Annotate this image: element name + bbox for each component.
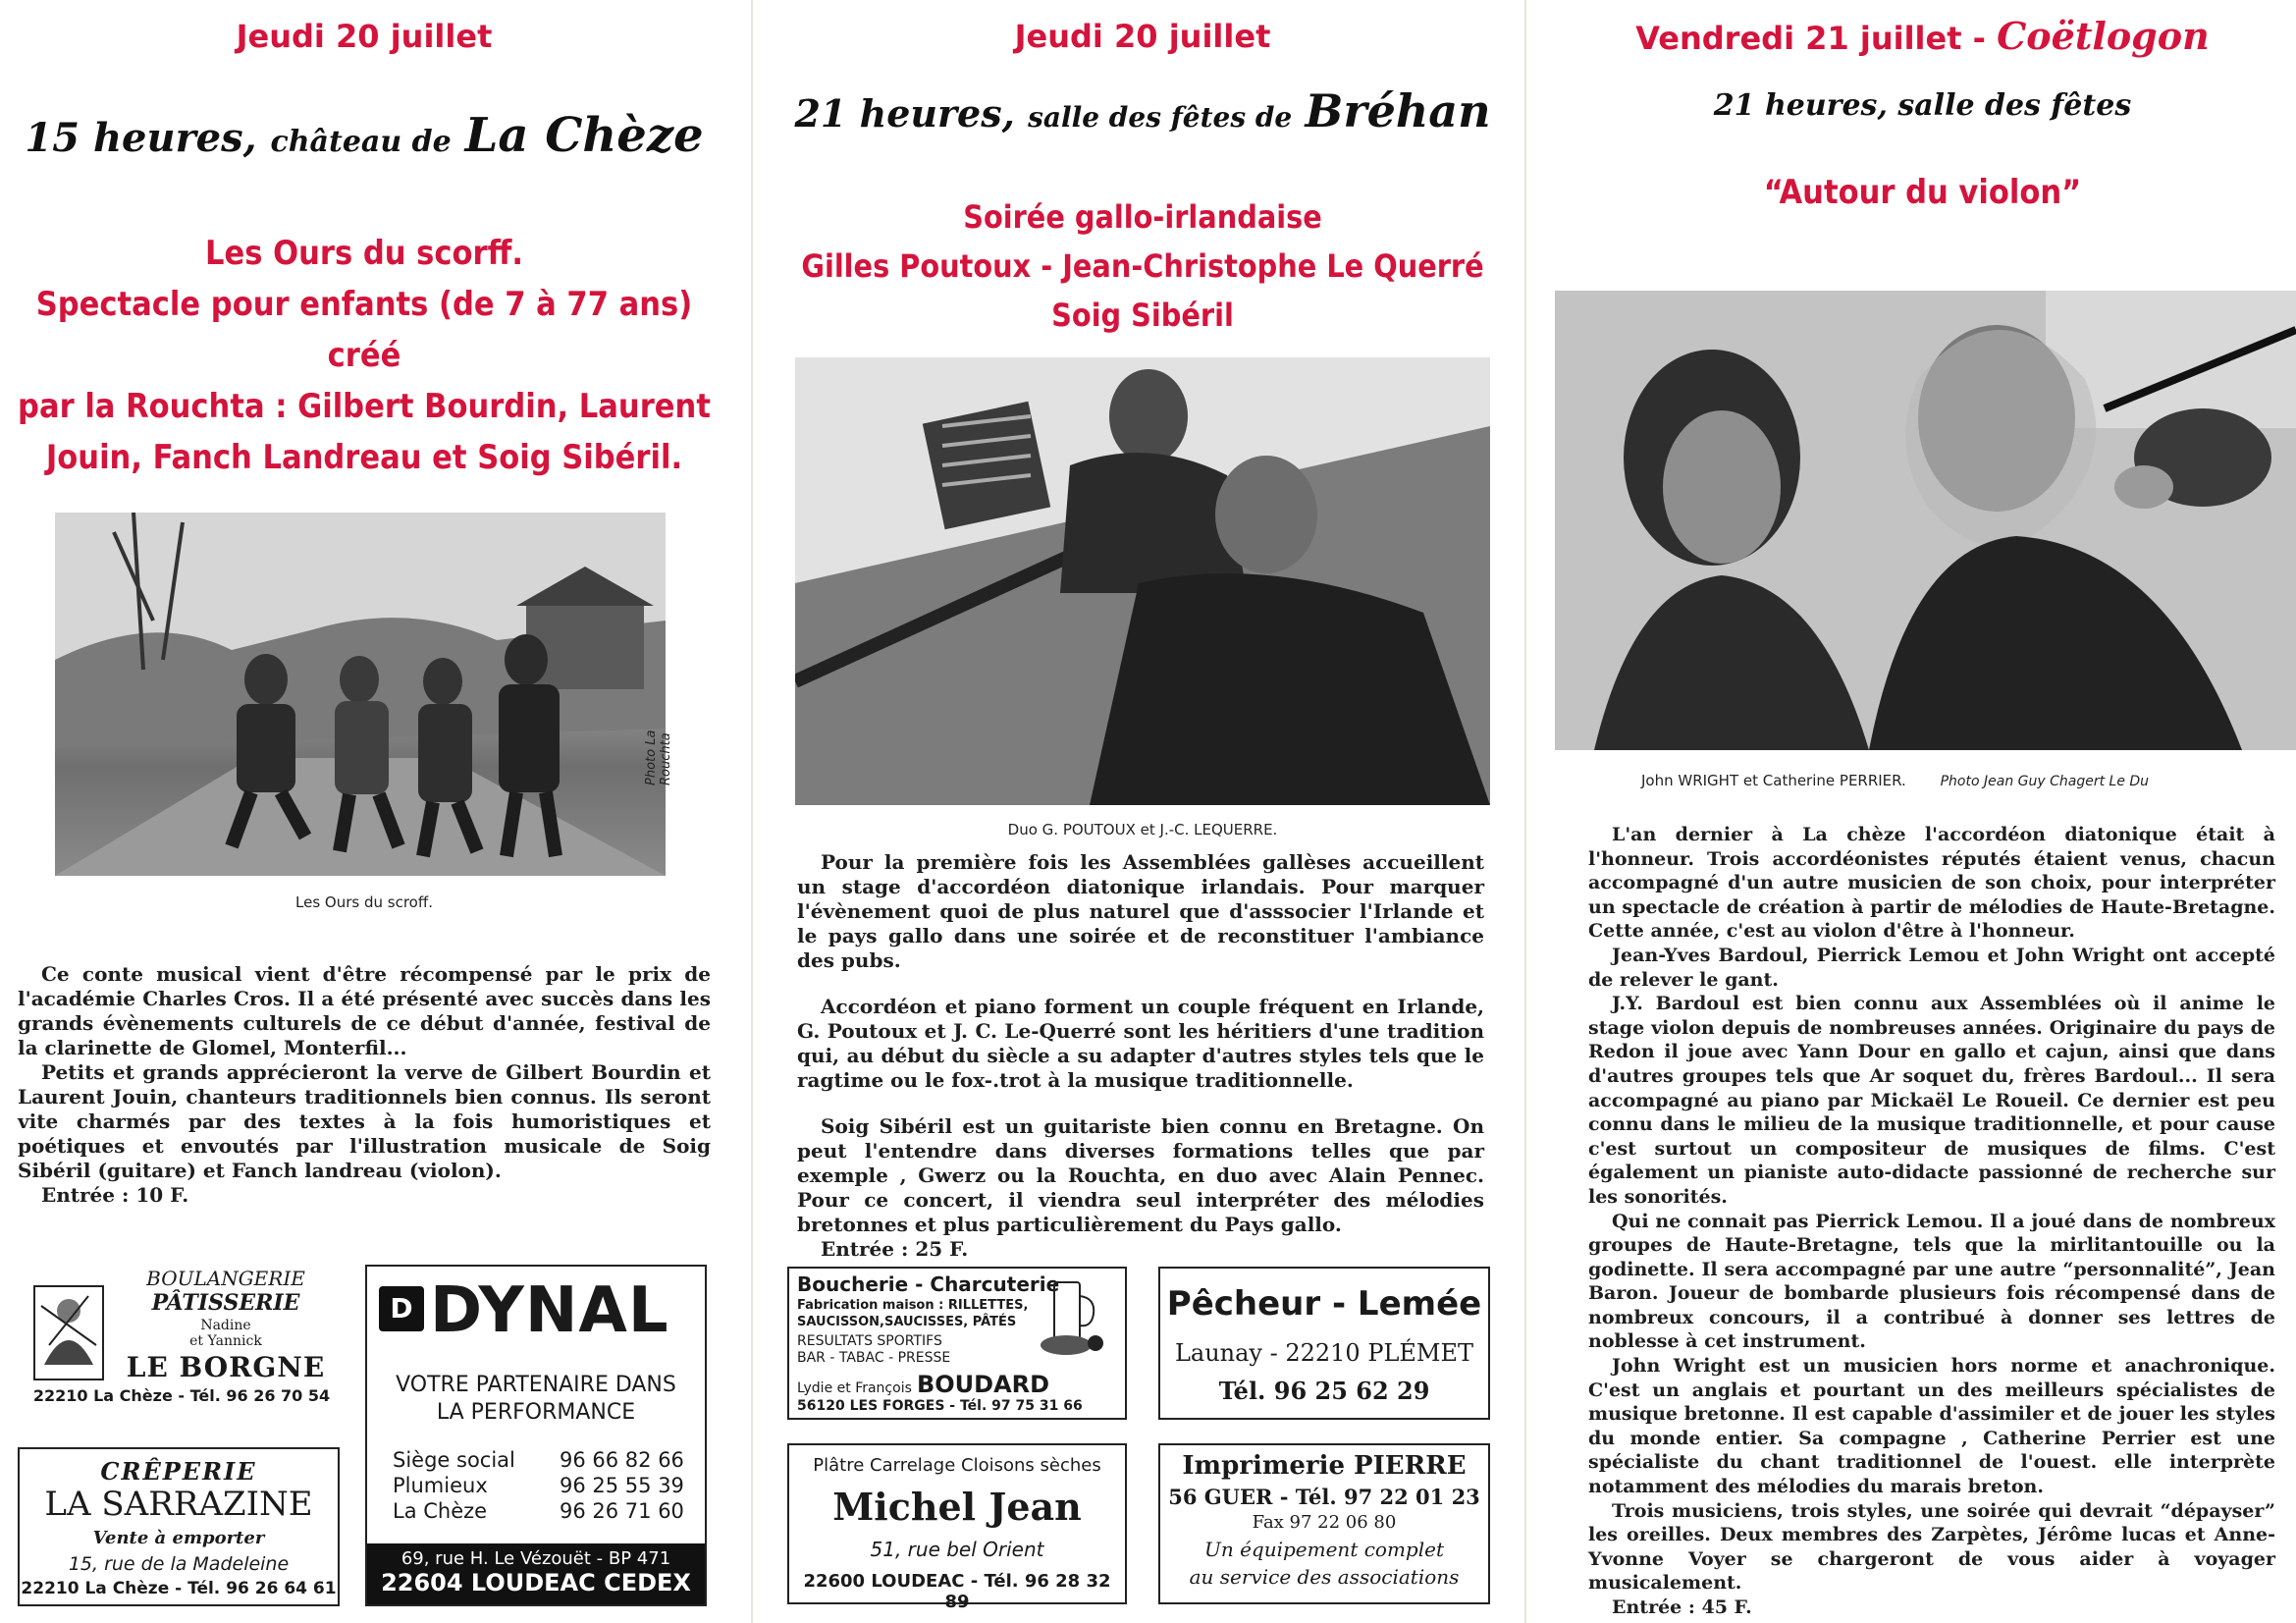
photo-caption: Duo G. POUTOUX et J.-C. LEQUERRE. bbox=[1007, 821, 1278, 839]
ad-boucherie-boudard bbox=[787, 1267, 1127, 1420]
ad-line: 69, rue H. Le Vézouët - BP 471 bbox=[400, 1548, 671, 1569]
column-coetlogon bbox=[1549, 0, 2296, 1623]
column-divider bbox=[1524, 0, 1526, 1623]
dynal-footer bbox=[367, 1543, 705, 1604]
ad-line: Imprimerie PIERRE bbox=[1182, 1451, 1467, 1481]
heading-name: La Chèze bbox=[464, 108, 704, 163]
event-title bbox=[775, 192, 1510, 340]
article-body bbox=[18, 962, 711, 1208]
ad-line: Un équipement complet bbox=[1203, 1538, 1444, 1561]
event-date: Jeudi 20 juillet bbox=[236, 18, 493, 55]
photo-caption bbox=[1641, 772, 2289, 789]
date-place: Coëtlogon bbox=[1997, 14, 2210, 58]
ad-line: Nadine bbox=[200, 1318, 251, 1333]
ad-line: LA SARRAZINE bbox=[44, 1485, 313, 1524]
ad-line: CRÊPERIE bbox=[100, 1457, 257, 1486]
ad-boulangerie-le-borgne bbox=[29, 1265, 334, 1414]
ad-imprimerie-pierre bbox=[1158, 1443, 1490, 1604]
beer-glass-icon bbox=[1037, 1276, 1115, 1357]
phone-number: 96 25 55 39 bbox=[560, 1474, 684, 1497]
event-title: “Autour du violon” bbox=[1763, 173, 2082, 212]
paragraph: Ce conte musical vient d'être récompensé par le prix de l'académie Charles Cros. Il a été présenté avec succès dans les grands évènements culturels de ce début d'année, festival de la clarinette de Glomel, Monterfil... bbox=[18, 962, 711, 1059]
paragraph: Soig Sibéril est un guitariste bien connu en Bretagne. On peut l'entendre dans diverses formations telles que par exemple , Gwerz ou la Rouchta, en duo avec Alain Pennec. Pour ce concert, il viendra seul interpréter des mélodies bretonnes et plus particulièrement du Pays gallo. bbox=[797, 1114, 1484, 1236]
heading-place: salle des fêtes de bbox=[1028, 101, 1293, 134]
title-line: Soig Sibéril bbox=[1051, 297, 1234, 334]
entry-price: Entrée : 25 F. bbox=[821, 1237, 969, 1261]
ad-line: 56 GUER - Tél. 97 22 01 23 bbox=[1168, 1485, 1480, 1509]
phone-label: La Chèze bbox=[393, 1499, 488, 1523]
heading-time: 21 heures, bbox=[794, 91, 1015, 135]
article-body bbox=[1588, 823, 2275, 1620]
ad-line: 56120 LES FORGES - Tél. 97 75 31 66 bbox=[797, 1398, 1083, 1414]
heading-name: Bréhan bbox=[1305, 84, 1491, 137]
ad-line: LE BORGNE bbox=[126, 1351, 326, 1383]
phone-row bbox=[393, 1498, 687, 1524]
paragraph: Accordéon et piano forment un couple fréquent en Irlande, G. Poutoux et J. C. Le-Querré sont les héritiers d'une tradition qui, au début du siècle a su adapter d'autres styles tels que le ragtime ou le fox-.trot à la musique traditionnelle. bbox=[797, 995, 1484, 1092]
dynal-phone-table bbox=[393, 1447, 687, 1524]
heading-place: château de bbox=[270, 125, 452, 159]
ad-line: Vente à emporter bbox=[92, 1528, 265, 1548]
date-text: Vendredi 21 juillet - bbox=[1635, 20, 1986, 57]
ad-line: 15, rue de la Madeleine bbox=[68, 1553, 290, 1575]
ad-line: Plâtre Carrelage Cloisons sèches bbox=[813, 1455, 1101, 1476]
caption-text: John WRIGHT et Catherine PERRIER. bbox=[1641, 772, 1906, 789]
dynal-brand: DYNAL bbox=[430, 1274, 669, 1347]
article-body bbox=[797, 850, 1484, 1262]
baker-logo-icon bbox=[29, 1276, 108, 1384]
ad-creperie-la-sarrazine bbox=[18, 1447, 340, 1606]
phone-row bbox=[393, 1473, 687, 1498]
ad-brand: BOUDARD bbox=[916, 1371, 1050, 1398]
photo-illustration bbox=[795, 357, 1490, 805]
ad-pecheur-lemee bbox=[1158, 1267, 1490, 1420]
ad-line: Tél. 96 25 62 29 bbox=[1218, 1377, 1430, 1405]
ad-line: BOULANGERIE bbox=[146, 1267, 305, 1290]
column-la-cheze bbox=[0, 0, 728, 1623]
ad-line: VOTRE PARTENAIRE DANS bbox=[396, 1373, 676, 1397]
ad-line: Boucherie - Charcuterie bbox=[797, 1272, 1060, 1296]
ad-line: Fax 97 22 06 80 bbox=[1252, 1512, 1397, 1533]
ad-line: Pêcheur - Lemée bbox=[1166, 1284, 1482, 1324]
photo-credit: Photo La Rouchta bbox=[644, 730, 673, 785]
ad-dynal bbox=[365, 1265, 707, 1606]
photo-wright-perrier bbox=[1555, 291, 2296, 750]
ad-line: 22210 La Chèze - Tél. 96 26 64 61 bbox=[21, 1579, 337, 1598]
event-heading bbox=[0, 108, 728, 163]
paragraph: Trois musiciens, trois styles, une soirée qui devrait “dépayser” les oreilles. Deux membres des Zarpètes, Jérôme lucas et Anne-Yvonne Voyer se chargeront de vous aider à voyager musicalement. bbox=[1588, 1499, 2275, 1595]
ad-line: et Yannick bbox=[189, 1333, 262, 1349]
ad-line: 22210 La Chèze - Tél. 96 26 70 54 bbox=[32, 1386, 331, 1405]
paragraph: Pour la première fois les Assemblées gallèses accueillent un stage d'accordéon diatonique irlandais. Pour marquer l'évènement quoi de plus naturel que d'asssocier l'Irlande et le pays gallo dans une soirée et de reconstituer l'ambiance des pubs. bbox=[797, 850, 1484, 972]
entry-price: Entrée : 10 F. bbox=[41, 1183, 189, 1207]
photo-caption: Les Ours du scroff. bbox=[295, 893, 433, 911]
ad-line: SAUCISSON,SAUCISSES, PÂTÉS bbox=[797, 1315, 1017, 1329]
photo-illustration bbox=[55, 513, 666, 876]
entry-price: Entrée : 45 F. bbox=[1612, 1596, 1752, 1618]
paragraph: L'an dernier à La chèze l'accordéon diatonique était à l'honneur. Trois accordéonistes réputés étaient venus, chacun accompagné d'un autre musicien de son choix, pour interpréter un spectacle de création à partir de mélodies de Haute-Bretagne. Cette année, c'est au violon d'être à l'honneur. bbox=[1588, 824, 2275, 943]
paragraph: Petits et grands apprécieront la verve de Gilbert Bourdin et Laurent Jouin, chanteurs traditionnels bien connus. Ils seront vite charmés par des textes à la fois humoristiques et poétiques et envoutés par l'illustration musicale de Soig Sibéril (guitare) et Fanch landreau (violon). bbox=[18, 1060, 711, 1182]
ad-line: PÂTISSERIE bbox=[151, 1290, 300, 1316]
ad-michel-jean bbox=[787, 1443, 1127, 1612]
title-line: Gilles Poutoux - Jean-Christophe Le Querré bbox=[801, 247, 1484, 285]
paragraph: John Wright est un musicien hors norme et anachronique. C'est un anglais et pourtant un des meilleurs spécialistes de musique bretonne. Il est capable d'assimiler et de jouer les styles du monde entier. Sa compagne , Catherine Perrier est une spécialiste du chant traditionnel de l'ouest. elle interprète notamment des mélodies du marais breton. bbox=[1588, 1355, 2275, 1498]
title-line: Spectacle pour enfants (de 7 à 77 ans) créé bbox=[35, 285, 693, 375]
column-divider bbox=[751, 0, 753, 1623]
ad-line: Michel Jean bbox=[832, 1485, 1082, 1529]
ad-line bbox=[797, 1371, 1121, 1398]
event-date bbox=[1549, 14, 2296, 58]
ad-line: RESULTATS SPORTIFS bbox=[797, 1333, 942, 1349]
photo-ours-du-scorff bbox=[55, 513, 666, 876]
ad-line: 22604 LOUDEAC CEDEX bbox=[381, 1569, 691, 1596]
event-heading: 21 heures, salle des fêtes bbox=[1713, 88, 2132, 123]
paragraph: Qui ne connait pas Pierrick Lemou. Il a joué dans de nombreux groupes de Haute-Bretagne, tels que la mirlitantouille ou la godinette. Il sera accompagné par une autre “personnalité”, Jean Baron. Joueur de bombarde plusieurs fois récompensé dans de nombreux concours, il a contribué à donner ses lettres de noblesse à cet instrument. bbox=[1588, 1210, 2275, 1353]
event-heading bbox=[775, 84, 1510, 137]
title-line: Jouin, Fanch Landreau et Soig Sibéril. bbox=[45, 438, 683, 477]
phone-row bbox=[393, 1447, 687, 1473]
title-line: par la Rouchta : Gilbert Bourdin, Laurent bbox=[18, 387, 711, 426]
event-date: Jeudi 20 juillet bbox=[1014, 18, 1271, 55]
ad-line: BAR - TABAC - PRESSE bbox=[797, 1350, 951, 1366]
ad-line: au service des associations bbox=[1189, 1565, 1460, 1589]
column-brehan bbox=[775, 0, 1510, 1623]
event-title bbox=[0, 228, 728, 483]
title-line: Soirée gallo-irlandaise bbox=[963, 198, 1322, 236]
paragraph: Jean-Yves Bardoul, Pierrick Lemou et John Wright ont accepté de relever le gant. bbox=[1588, 944, 2275, 991]
paragraph: J.Y. Bardoul est bien connu aux Assemblées où il anime le stage violon depuis de nombreuses années. Originaire du pays de Redon il joue avec Yann Dour en gallo et cajun, ainsi que dans d'autres groupes tels que Ar soquet du, frères Bardoul... Il sera accompagné au piano par Mickaël Le Roueil. Ce dernier est peu connu dans le milieu de la musique traditionnelle, et pour cause c'est surtout un compositeur de musiques de films. C'est également un pianiste auto-didacte passionné de recherche sur les sonorités. bbox=[1588, 993, 2275, 1208]
photo-credit: Photo Jean Guy Chagert Le Du bbox=[1940, 774, 2150, 789]
ad-line: 51, rue bel Orient bbox=[870, 1538, 1044, 1561]
phone-label: Siège social bbox=[393, 1448, 515, 1472]
title-line: Les Ours du scorff. bbox=[205, 234, 523, 273]
phone-label: Plumieux bbox=[393, 1474, 488, 1497]
photo-duo-poutoux-lequerre bbox=[795, 357, 1490, 805]
ad-line: Fabrication maison : RILLETTES, bbox=[797, 1298, 1029, 1313]
heading-time: 15 heures, bbox=[25, 115, 257, 161]
photo-illustration bbox=[1555, 291, 2296, 750]
ad-line: 22600 LOUDEAC - Tél. 96 28 32 89 bbox=[803, 1571, 1111, 1612]
phone-number: 96 66 82 66 bbox=[560, 1448, 684, 1472]
ad-text: Lydie et François bbox=[797, 1380, 912, 1396]
ad-line: Launay - 22210 PLÉMET bbox=[1174, 1339, 1474, 1367]
dynal-logo-icon: D bbox=[379, 1286, 424, 1331]
ad-line: LA PERFORMANCE bbox=[436, 1400, 636, 1425]
phone-number: 96 26 71 60 bbox=[560, 1499, 684, 1523]
